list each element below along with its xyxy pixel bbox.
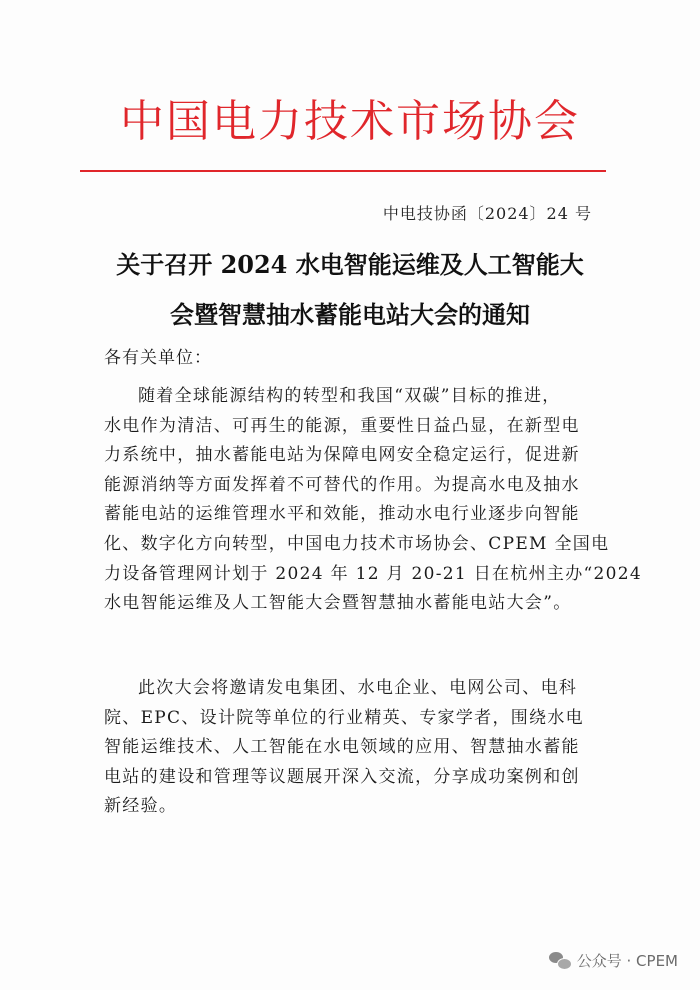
paragraph-2: [104, 674, 604, 822]
paragraph-2-line: 此次大会将邀请发电集团、水电企业、电网公司、电科: [138, 678, 578, 698]
paragraph-1-line: 水电智能运维及人工智能大会暨智慧抽水蓄能电站大会”。: [104, 593, 572, 614]
paragraph-1-line: 能源消纳等方面发挥着不可替代的作用。为提高水电及抽水: [104, 474, 580, 495]
paragraph-1-line: 水电作为清洁、可再生的能源，重要性日益凸显，在新型电: [104, 415, 580, 436]
paragraph-2-line: 院、EPC、设计院等单位的行业精英、专家学者，围绕水电: [104, 707, 584, 728]
paragraph-1-line: 力设备管理网计划于 2024 年 12 月 20-21 日在杭州主办“2024: [104, 563, 642, 584]
wechat-account-watermark: [549, 950, 678, 971]
paragraph-1-line: 力系统中，抽水蓄能电站为保障电网安全稳定运行，促进新: [104, 445, 580, 466]
wechat-icon: [549, 952, 571, 970]
paragraph-2-line: 电站的建设和管理等议题展开深入交流，分享成功案例和创: [104, 766, 580, 787]
watermark-text: 公众号 · CPEM: [576, 952, 678, 970]
letterhead-org-name: 中国电力技术市场协会: [120, 96, 580, 147]
notice-title-line-2: 会暨智慧抽水蓄能电站大会的通知: [170, 300, 530, 329]
paragraph-1: [104, 382, 642, 619]
letterhead-red-rule: [80, 170, 606, 172]
notice-title: [60, 240, 640, 340]
paragraph-1-line: 蓄能电站的运维管理水平和效能，推动水电行业逐步向智能: [104, 504, 580, 525]
document-number: 中电技协函〔2024〕24 号: [382, 204, 592, 223]
paragraph-1-line: 化、数字化方向转型，中国电力技术市场协会、CPEM 全国电: [104, 533, 610, 554]
paragraph-2-line: 智能运维技术、人工智能在水电领域的应用、智慧抽水蓄能: [104, 737, 580, 758]
salutation: 各有关单位：: [104, 348, 212, 368]
paragraph-1-line: 随着全球能源结构的转型和我国“双碳”目标的推进，: [138, 386, 561, 406]
notice-title-line-1: 关于召开 2024 水电智能运维及人工智能大: [116, 250, 584, 279]
paragraph-2-line: 新经验。: [104, 796, 178, 817]
